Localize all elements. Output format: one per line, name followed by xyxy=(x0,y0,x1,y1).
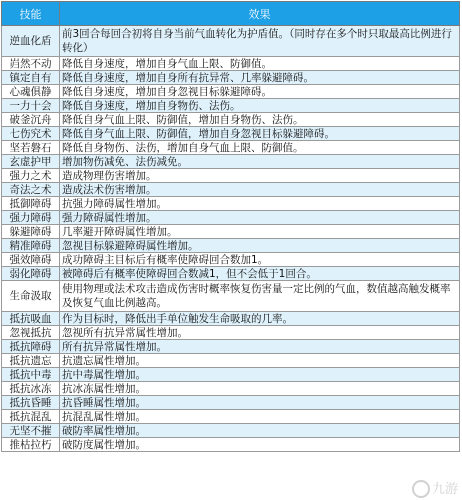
skill-effect-cell: 忽视所有抗异常属性增加。 xyxy=(60,326,460,340)
fox-logo-icon xyxy=(412,480,430,498)
skill-name-cell: 抵抗吸血 xyxy=(2,312,60,326)
skill-effect-cell: 抗中毒属性增加。 xyxy=(60,368,460,382)
skill-effect-cell: 降低自身速度，增加自身气血上限、防御值。 xyxy=(60,57,460,71)
skill-effect-cell: 破防率属性增加。 xyxy=(60,424,460,438)
skill-effect-cell: 破防度属性增加。 xyxy=(60,438,460,452)
skill-effect-cell: 抗强力障碍属性增加。 xyxy=(60,197,460,211)
skill-effect-cell: 作为目标时，降低出手单位触发生命吸取的几率。 xyxy=(60,312,460,326)
skill-name-cell: 强力障碍 xyxy=(2,211,60,225)
skill-name-cell: 镇定自有 xyxy=(2,71,60,85)
skill-name-cell: 抵抗遗忘 xyxy=(2,354,60,368)
table-row xyxy=(2,127,460,141)
table-row xyxy=(2,57,460,71)
table-row xyxy=(2,183,460,197)
table-row xyxy=(2,253,460,267)
watermark-text: 九游 xyxy=(431,481,458,497)
skill-effect-cell: 降低自身气血上限、防御值，增加自身忽视目标躲避障碍。 xyxy=(60,127,460,141)
skill-effect-cell: 造成物理伤害增加。 xyxy=(60,169,460,183)
skill-effect-cell: 抗冰冻属性增加。 xyxy=(60,382,460,396)
table-row xyxy=(2,26,460,57)
skill-effect-cell: 降低自身物伤、法伤，增加自身气血上限、防御值。 xyxy=(60,141,460,155)
table-row xyxy=(2,169,460,183)
table-row xyxy=(2,410,460,424)
table-header-row xyxy=(2,2,460,26)
skill-name-cell: 生命汲取 xyxy=(2,281,60,312)
skill-effect-cell: 几率避开障碍属性增加。 xyxy=(60,225,460,239)
skill-name-cell: 抵抗障碍 xyxy=(2,340,60,354)
table-row xyxy=(2,326,460,340)
skill-name-cell: 强力之术 xyxy=(2,169,60,183)
table-row xyxy=(2,239,460,253)
skill-name-cell: 弱化障碍 xyxy=(2,267,60,281)
skill-table xyxy=(1,1,460,452)
skill-name-cell: 抵抗混乱 xyxy=(2,410,60,424)
watermark xyxy=(412,478,458,499)
skill-effect-cell: 抗昏睡属性增加。 xyxy=(60,396,460,410)
table-row xyxy=(2,225,460,239)
table-row xyxy=(2,99,460,113)
table-row xyxy=(2,211,460,225)
table-row xyxy=(2,354,460,368)
skill-effect-cell: 所有抗异常属性增加。 xyxy=(60,340,460,354)
skill-name-cell: 抵御障碍 xyxy=(2,197,60,211)
table-row xyxy=(2,281,460,312)
skill-name-cell: 强效障碍 xyxy=(2,253,60,267)
table-row xyxy=(2,340,460,354)
skill-effect-cell: 降低自身速度，增加自身物伤、法伤。 xyxy=(60,99,460,113)
skill-name-cell: 奇法之术 xyxy=(2,183,60,197)
table-row xyxy=(2,197,460,211)
table-row xyxy=(2,141,460,155)
skill-effect-cell: 增加物伤减免、法伤减免。 xyxy=(60,155,460,169)
table-row xyxy=(2,155,460,169)
skill-effect-cell: 降低自身速度，增加自身忽视目标躲避障碍。 xyxy=(60,85,460,99)
skill-effect-cell: 抗遗忘属性增加。 xyxy=(60,354,460,368)
skill-name-cell: 玄虚护甲 xyxy=(2,155,60,169)
skill-name-cell: 破釜沉舟 xyxy=(2,113,60,127)
skill-name-cell: 坚若磐石 xyxy=(2,141,60,155)
table-row xyxy=(2,113,460,127)
skill-name-cell: 无坚不摧 xyxy=(2,424,60,438)
skill-effect-cell: 忽视目标躲避障碍属性增加。 xyxy=(60,239,460,253)
table-row xyxy=(2,424,460,438)
skill-effect-cell: 造成法术伤害增加。 xyxy=(60,183,460,197)
header-effect: 效果 xyxy=(60,2,460,26)
skill-name-cell: 岿然不动 xyxy=(2,57,60,71)
table-row xyxy=(2,267,460,281)
skill-name-cell: 精准障碍 xyxy=(2,239,60,253)
skill-name-cell: 抵抗中毒 xyxy=(2,368,60,382)
skill-effect-cell: 使用物理或法术攻击造成伤害时概率恢复伤害量一定比例的气血，数值越高触发概率及恢复气血比例越高。 xyxy=(60,281,460,312)
skill-effect-cell: 前3回合每回合初将自身当前气血转化为护盾值。（同时存在多个时只取最高比例进行转化） xyxy=(60,26,460,57)
table-row xyxy=(2,382,460,396)
table-row xyxy=(2,71,460,85)
header-skill: 技能 xyxy=(2,2,60,26)
table-row xyxy=(2,368,460,382)
skill-name-cell: 躲避障碍 xyxy=(2,225,60,239)
skill-name-cell: 推枯拉朽 xyxy=(2,438,60,452)
skill-effect-cell: 降低自身气血上限、防御值，增加自身物伤、法伤。 xyxy=(60,113,460,127)
table-row xyxy=(2,312,460,326)
table-row xyxy=(2,438,460,452)
skill-name-cell: 忽视抵抗 xyxy=(2,326,60,340)
skill-name-cell: 一力十会 xyxy=(2,99,60,113)
skill-effect-cell: 降低自身速度，增加自身所有抗异常、几率躲避障碍。 xyxy=(60,71,460,85)
table-row xyxy=(2,85,460,99)
skill-effect-cell: 成功障碍主目标后有概率使障碍回合数加1。 xyxy=(60,253,460,267)
skill-effect-cell: 强力障碍属性增加。 xyxy=(60,211,460,225)
skill-name-cell: 抵抗昏睡 xyxy=(2,396,60,410)
skill-effect-cell: 被障碍后有概率使障碍回合数减1，但不会低于1回合。 xyxy=(60,267,460,281)
skill-name-cell: 逆血化盾 xyxy=(2,26,60,57)
skill-name-cell: 心魂俱静 xyxy=(2,85,60,99)
skill-name-cell: 七伤究术 xyxy=(2,127,60,141)
skill-effect-cell: 抗混乱属性增加。 xyxy=(60,410,460,424)
skill-name-cell: 抵抗冰冻 xyxy=(2,382,60,396)
table-row xyxy=(2,396,460,410)
